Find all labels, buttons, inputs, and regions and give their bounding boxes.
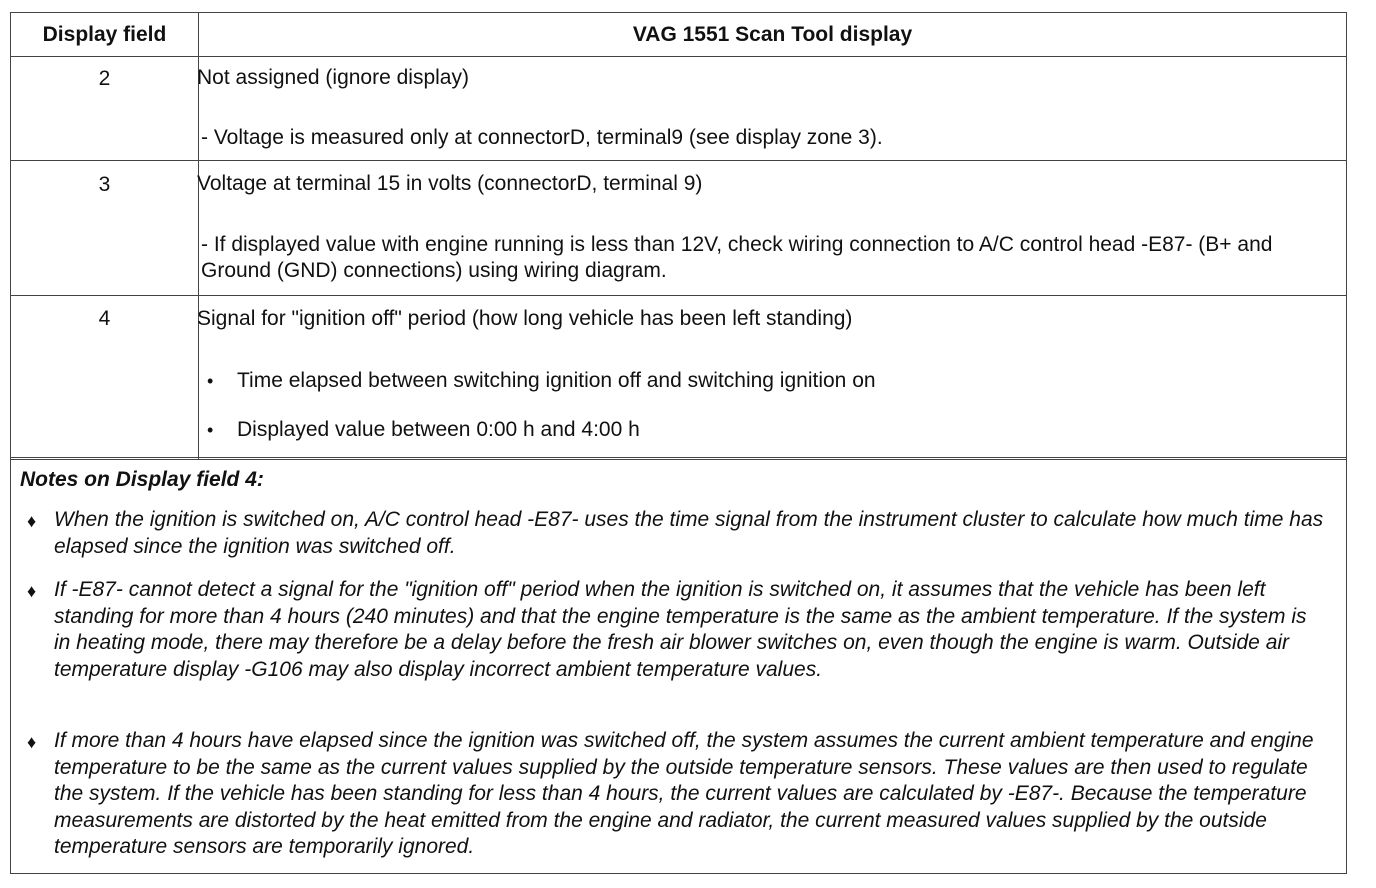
note-text: If -E87- cannot detect a signal for the "ignition off" period when the ignition is switched on, it assumes that the vehicle has been left standing for more than 4 hours (240 minutes) and that the engine temperature is the same as the ambient temperature. If the system is in heating mode, there may therefore be a delay before the fresh air blower switches on, even though the engine is warm. Outside air temperature display -G106 may also display incorrect ambient temperature values. [54,578,1307,681]
bullet-icon: • [207,420,214,440]
field-title: Signal for "ignition off" period (how long vehicle has been left standing) [197,307,853,330]
field-title: Voltage at terminal 15 in volts (connectorD, terminal 9) [197,172,703,195]
diamond-bullet-icon: ♦ [27,581,37,601]
field-number: 3 [98,173,111,196]
field-title: Not assigned (ignore display) [197,66,469,89]
row-divider [11,295,1346,296]
row-divider [11,160,1346,161]
field-number: 2 [98,67,111,90]
bullet-text: Displayed value between 0:00 h and 4:00 h [237,418,640,441]
bullet-icon: • [207,371,214,391]
row-divider [11,56,1346,57]
note-text: When the ignition is switched on, A/C control head -E87- uses the time signal from the instrument cluster to calculate how much time has elapsed since the ignition was switched off. [54,508,1324,558]
display-field-table [10,12,1347,874]
bullet-text: Time elapsed between switching ignition off and switching ignition on [237,369,876,392]
note-item [27,728,1327,861]
field-detail: - If displayed value with engine running is less than 12V, check wiring connection to A/C control head -E87- (B+ and Ground (GND) connections) using wiring diagram. [201,233,1273,282]
header-scan-tool-display: VAG 1551 Scan Tool display [632,23,913,46]
field-detail: - Voltage is measured only at connectorD, terminal9 (see display zone 3). [201,126,883,149]
note-item [27,507,1327,560]
notes-title: Notes on Display field 4: [20,468,264,491]
header-display-field: Display field [42,23,167,46]
note-item [27,577,1327,683]
notes-divider [11,457,1346,460]
note-text: If more than 4 hours have elapsed since the ignition was switched off, the system assumes the current ambient temperature and engine temperature to be the same as the current values supplied by the outside temperature sensors. These values are then used to regulate the system. If the vehicle has been standing for less than 4 hours, the current values are calculated by -E87-. Because the temperature measurements are distorted by the heat emitted from the engine and radiator, the current measured values supplied by the outside temperature sensors are temporarily ignored. [54,729,1314,858]
diamond-bullet-icon: ♦ [27,511,37,531]
field-number: 4 [98,307,111,330]
diamond-bullet-icon: ♦ [27,732,37,752]
